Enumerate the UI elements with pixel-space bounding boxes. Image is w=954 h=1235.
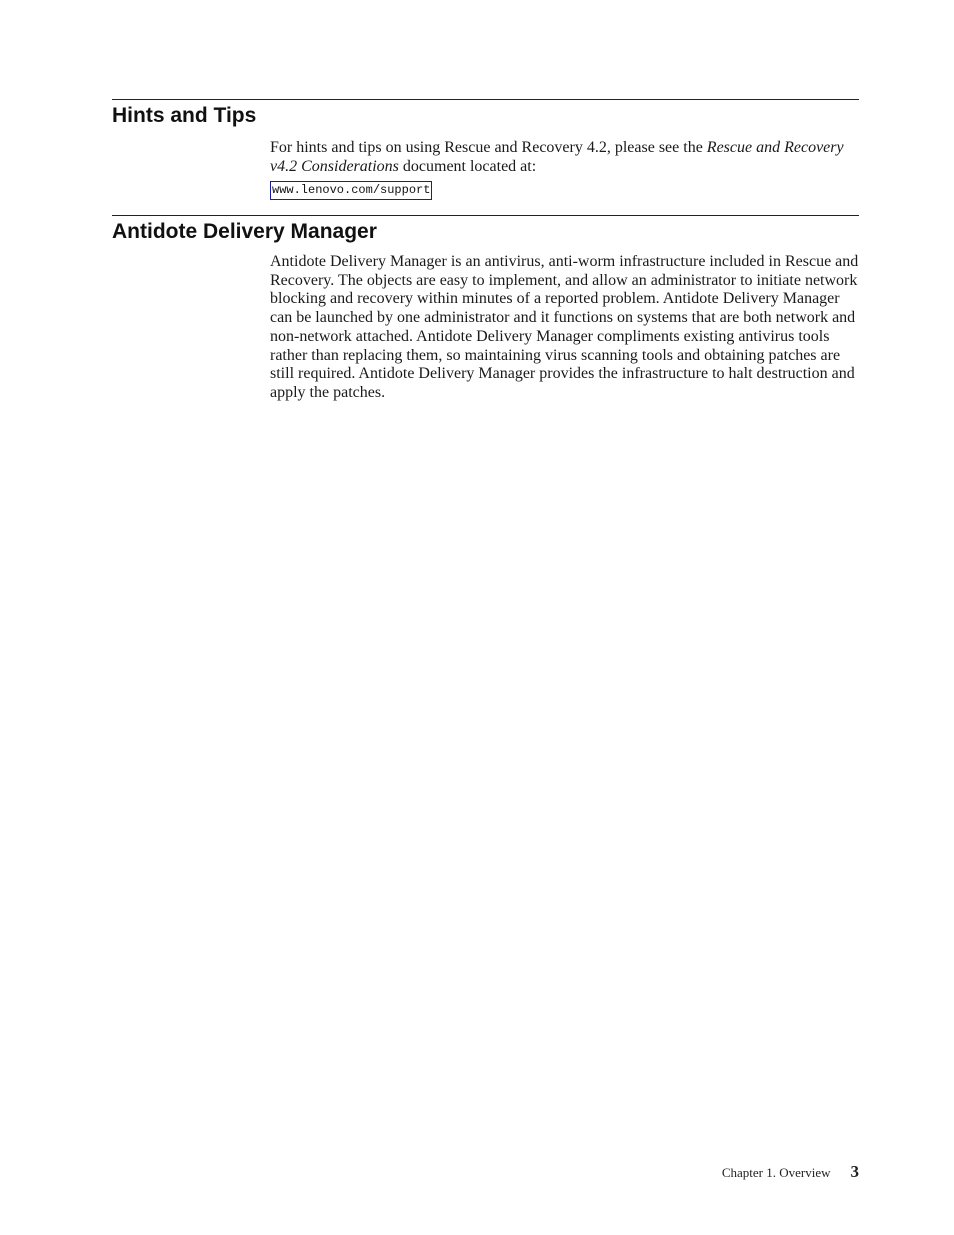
antidote-paragraph: Antidote Delivery Manager is an antivirus, anti-worm infrastructure included in Rescue and Recovery. The objects are easy to implement, and allow an administrator to initiate network blocking and recovery within minutes of a reported problem. Antidote Delivery Manager can be launched by one administrator and it functions on systems that are both network and non-network attached. Antidote Delivery Manager compliments existing antivirus tools rather than replacing them, so maintaining virus scanning tools and obtaining patches are still required. Antidote Delivery Manager provides the infrastructure to halt destruction and apply the patches. <box>270 253 859 401</box>
hints-paragraph <box>270 139 859 176</box>
hints-and-tips-section <box>112 99 859 200</box>
footer-chapter: Chapter 1. Overview <box>721 1165 831 1180</box>
page-footer <box>722 1162 859 1182</box>
hints-text-before: For hints and tips on using Rescue and Recovery 4.2, please see the <box>270 139 707 156</box>
hints-doc-title: Rescue and Recovery v4.2 Considerations <box>270 139 844 175</box>
hints-text-after: document located at: <box>398 157 537 175</box>
hints-heading: Hints and Tips <box>112 104 257 127</box>
antidote-section <box>112 215 859 403</box>
antidote-heading: Antidote Delivery Manager <box>112 220 377 243</box>
page-number: 3 <box>850 1162 859 1181</box>
support-link[interactable]: www.lenovo.com/support <box>270 181 432 200</box>
